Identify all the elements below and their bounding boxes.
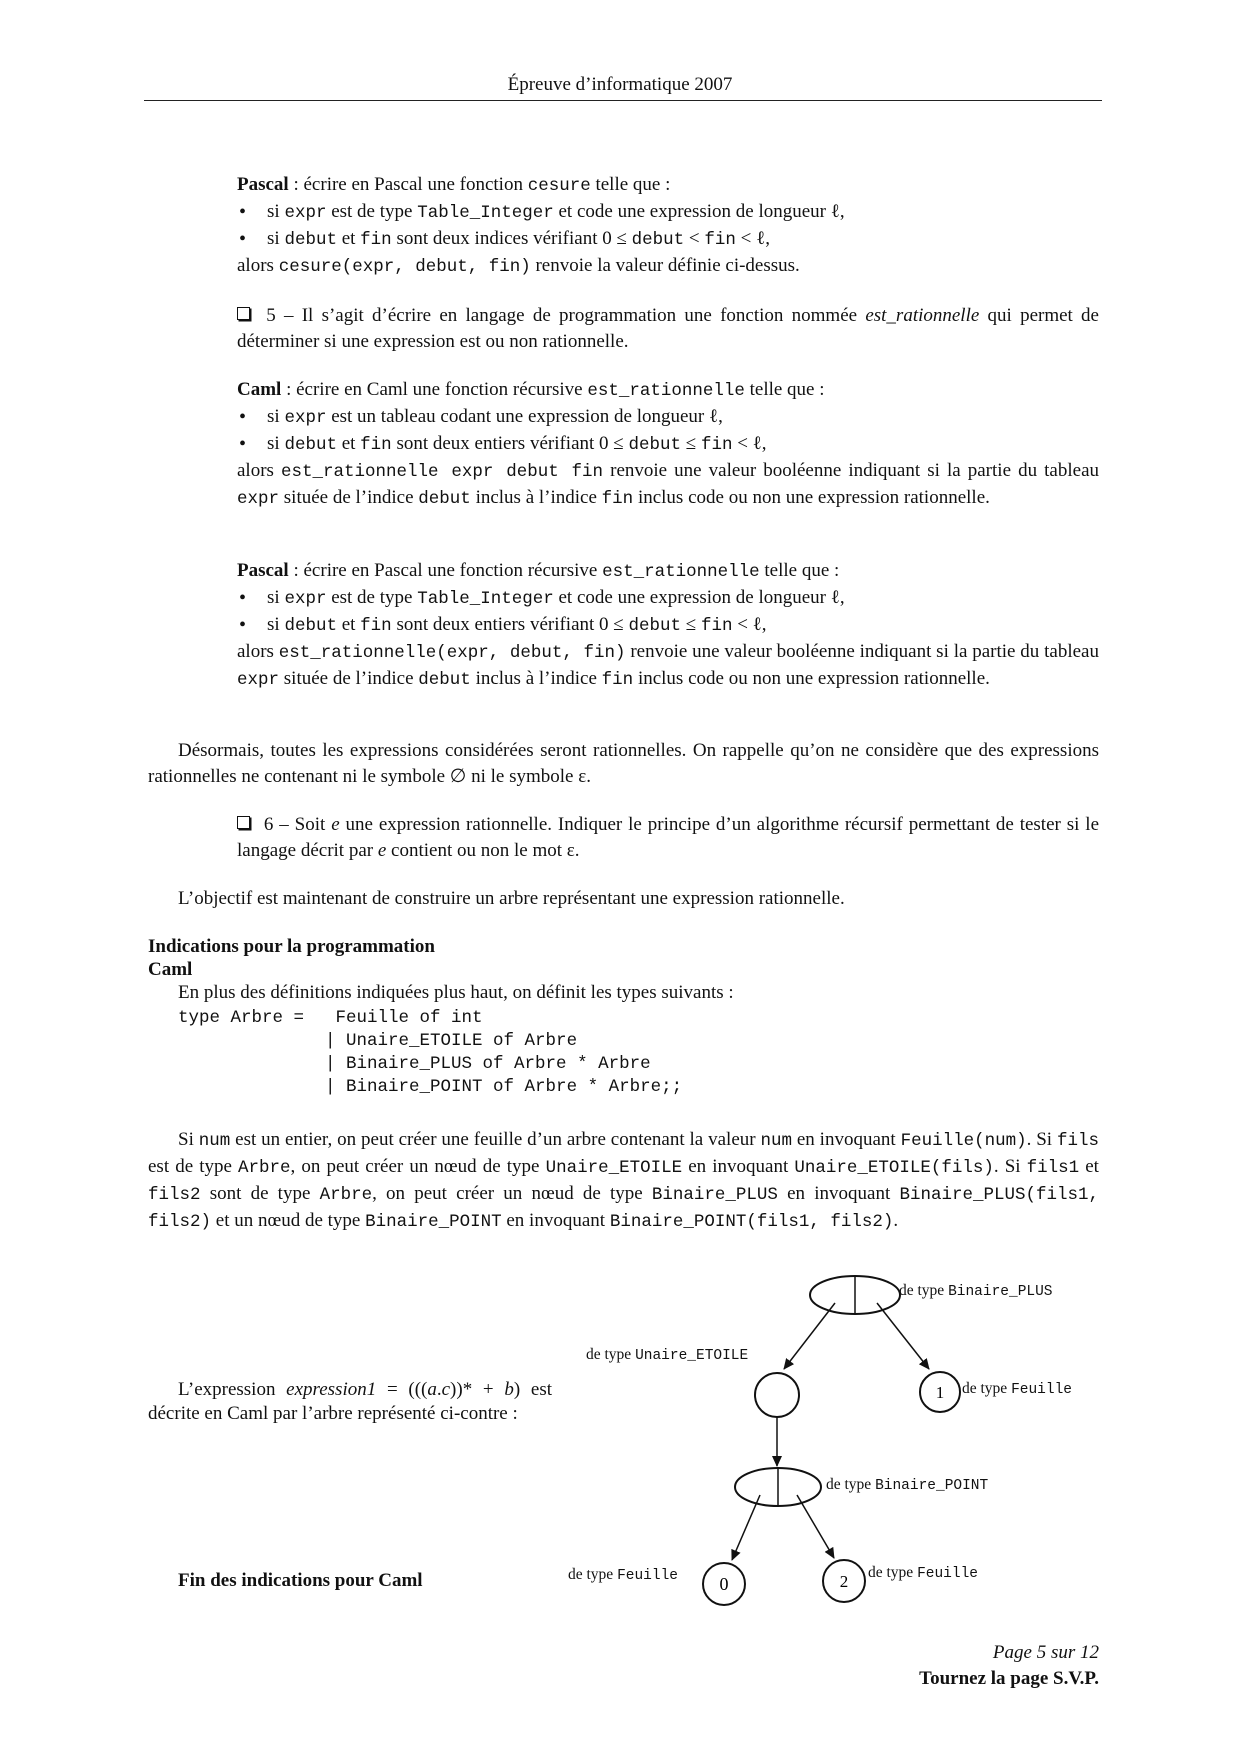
- code-line: | Binaire_PLUS of Arbre * Arbre: [178, 1054, 651, 1074]
- bullet-item: • si expr est un tableau codant une expression de longueur ℓ,: [237, 404, 1099, 431]
- label-binaire-plus: de type Binaire_PLUS: [899, 1282, 1053, 1300]
- node-unaire-etoile: [755, 1373, 799, 1417]
- label-binaire-point: de type Binaire_POINT: [826, 1476, 989, 1494]
- paragraph-constructors: Si num est un entier, on peut créer une feuille d’un arbre contenant la valeur num en invoquant Feuille(num). Si fils est de type Arbre, on peut créer un nœud de type Unaire_ETOILE en invoquant Unaire_ETOILE(fils). Si fils1 et fils2 sont de type Arbre, on peut créer un nœud de type Binaire_PLUS en invoquant Binaire_PLUS(fils1, fils2) et un nœud de type Binaire_POINT en invoquant Binaire_POINT(fils1, fils2).: [148, 1129, 1099, 1232]
- caml-est-rationnelle-block: Caml : écrire en Caml une fonction récursive est_rationnelle telle que : • si expr est un tableau codant une expression de longueur ℓ, • si debut et fin sont deux entiers vérifiant 0 ≤ debut ≤ fin < ℓ, alors est_rationnelle expr debut fin renvoie une valeur booléenne indiquant si la partie du tableau expr située de l’indice debut inclus à l’indice fin inclus code ou non une expression rationnelle.: [237, 377, 1099, 512]
- leaf-value-0: 0: [719, 1574, 729, 1594]
- indications-lang: Caml: [148, 959, 193, 980]
- turn-page-note: Tournez la page S.V.P.: [919, 1668, 1099, 1689]
- page-footer: [919, 1640, 1099, 1692]
- edge-point-leaf2: [797, 1495, 834, 1558]
- then-line: alors est_rationnelle expr debut fin renvoie une valeur booléenne indiquant si la partie du tableau expr située de l’indice debut inclus à l’indice fin inclus code ou non une expression rationnelle.: [237, 460, 1100, 509]
- expression-description: L’expression expression1 = (((a.c))* + b) est décrite en Caml par l’arbre représenté ci-contre :: [148, 1379, 552, 1424]
- then-line: alors cesure(expr, debut, fin) renvoie la valeur définie ci-dessus.: [237, 255, 800, 277]
- pascal-est-rationnelle-block: Pascal : écrire en Pascal une fonction récursive est_rationnelle telle que : • si expr est de type Table_Integer et code une expression de longueur ℓ, • si debut et fin sont deux entiers vérifiant 0 ≤ debut ≤ fin < ℓ, alors est_rationnelle(expr, debut, fin) renvoie une valeur booléenne indiquant si la partie du tableau expr située de l’indice debut inclus à l’indice fin inclus code ou non une expression rationnelle.: [237, 558, 1099, 693]
- label-feuille-0: de type Feuille: [568, 1566, 678, 1584]
- label-feuille-2: de type Feuille: [868, 1564, 978, 1582]
- label-unaire-etoile: de type Unaire_ETOILE: [586, 1346, 749, 1364]
- bullet-item: • si debut et fin sont deux indices vérifiant 0 ≤ debut < fin < ℓ,: [237, 226, 1099, 253]
- page-header-title: Épreuve d’informatique 2007: [507, 74, 733, 95]
- fin-indications-caml: Fin des indications pour Caml: [178, 1570, 423, 1591]
- question-6: 6 – Soit e une expression rationnelle. Indiquer le principe d’un algorithme récursif permettant de tester si le langage décrit par e contient ou non le mot ε.: [237, 814, 1100, 861]
- leaf-value-1: 1: [935, 1383, 945, 1402]
- intro-end: telle que :: [590, 174, 671, 195]
- edge-root-etoile: [784, 1303, 835, 1369]
- intro-text: : écrire en Pascal une fonction: [288, 174, 528, 195]
- code-line: | Binaire_POINT of Arbre * Arbre;;: [178, 1077, 683, 1097]
- indications-intro: En plus des définitions indiquées plus haut, on définit les types suivants :: [178, 982, 734, 1003]
- question-5: 5 – Il s’agit d’écrire en langage de programmation une fonction nommée est_rationnelle qui permet de déterminer si une expression est ou non rationnelle.: [237, 305, 1099, 352]
- caml-label: Caml: [237, 379, 282, 400]
- indications-title: Indications pour la programmation: [148, 936, 435, 957]
- leaf-value-2: 2: [839, 1572, 849, 1591]
- edge-point-leaf0: [732, 1495, 760, 1560]
- func-name: cesure: [527, 176, 591, 196]
- label-feuille-1: de type Feuille: [962, 1380, 1072, 1398]
- bullet-item: • si debut et fin sont deux entiers vérifiant 0 ≤ debut ≤ fin < ℓ,: [237, 431, 1099, 458]
- edge-root-leaf1: [877, 1303, 929, 1369]
- pascal-label: Pascal: [237, 174, 289, 195]
- page-number: Page 5 sur 12: [992, 1642, 1099, 1663]
- code-line: type Arbre = Feuille of int: [178, 1008, 483, 1028]
- bullet-item: • si expr est de type Table_Integer et code une expression de longueur ℓ,: [237, 199, 1099, 226]
- then-line: alors est_rationnelle(expr, debut, fin) renvoie une valeur booléenne indiquant si la partie du tableau expr située de l’indice debut inclus à l’indice fin inclus code ou non une expression rationnelle.: [237, 641, 1099, 690]
- pascal-label: Pascal: [237, 560, 289, 581]
- paragraph-objectif: L’objectif est maintenant de construire un arbre représentant une expression rationnelle.: [178, 888, 845, 909]
- bullet-item: • si debut et fin sont deux entiers vérifiant 0 ≤ debut ≤ fin < ℓ,: [237, 612, 1099, 639]
- code-line: | Unaire_ETOILE of Arbre: [178, 1031, 578, 1051]
- bullet-item: • si expr est de type Table_Integer et code une expression de longueur ℓ,: [237, 585, 1099, 612]
- paragraph-desormais: Désormais, toutes les expressions considérées seront rationnelles. On rappelle qu’on ne considère que des expressions rationnelles ne contenant ni le symbole ∅ ni le symbole ε.: [148, 740, 1099, 787]
